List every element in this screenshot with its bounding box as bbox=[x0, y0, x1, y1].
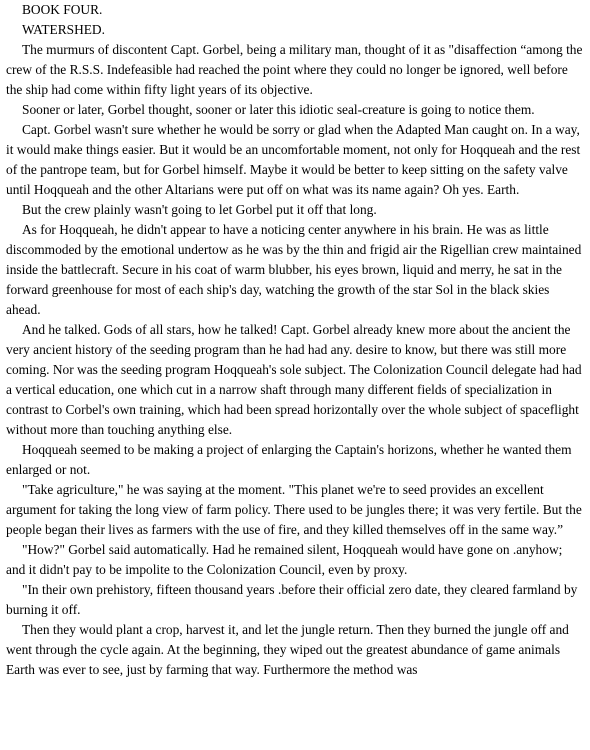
paragraph: "Take agriculture," he was saying at the moment. "This planet we're to seed provides an excellent argument for taking the long view of farm policy. There used to be jungles there; it was very fertile. But the people began their lives as farmers with the use of fire, and they killed themselves off in the same way.” bbox=[6, 482, 582, 537]
paragraph: And he talked. Gods of all stars, how he talked! Capt. Gorbel already knew more about the ancient the very ancient history of the seeding program than he had had any. desire to know, but there was still more coming. Nor was the seeding program Hoqqueah's sole subject. The Colonization Council delegate had had a vertical education, one which cut in a narrow shaft through many different fields of specialization in contrast to Corbel's own training, which had been spread horizontally over the whole subject of spaceflight without more than touching anything else. bbox=[6, 322, 582, 437]
book-label: BOOK FOUR. bbox=[22, 2, 103, 17]
paragraph: "In their own prehistory, fifteen thousand years .before their official zero date, they cleared farmland by burning it off. bbox=[6, 582, 578, 617]
document-page bbox=[6, 0, 584, 680]
paragraph: Sooner or later, Gorbel thought, sooner or later this idiotic seal-creature is going to notice them. bbox=[22, 102, 535, 117]
chapter-title: WATERSHED. bbox=[22, 22, 105, 37]
paragraph: The murmurs of discontent Capt. Gorbel, being a military man, thought of it as "disaffection “among the crew of the R.S.S. Indefeasible had reached the point where they could no longer be ignored, well before the ship had come within fifty light years of its objective. bbox=[6, 42, 583, 97]
paragraph: Then they would plant a crop, harvest it, and let the jungle return. Then they burned the jungle off and went through the cycle again. At the beginning, they wiped out the greatest abundance of game animals Earth was ever to see, just by farming that way. Furthermore the method was bbox=[6, 622, 569, 677]
paragraph: "How?" Gorbel said automatically. Had he remained silent, Hoqqueah would have gone on .anyhow; and it didn't pay to be impolite to the Colonization Council, even by proxy. bbox=[6, 542, 563, 577]
paragraph: Capt. Gorbel wasn't sure whether he would be sorry or glad when the Adapted Man caught on. In a way, it would make things easier. But it would be an uncomfortable moment, not only for Hoqqueah and the rest of the pantrope team, but for Gorbel himself. Maybe it would be better to keep sitting on the safety valve until Hoqqueah and the other Altarians were put off on what was its name again? Oh yes. Earth. bbox=[6, 122, 581, 197]
paragraph: But the crew plainly wasn't going to let Gorbel put it off that long. bbox=[22, 202, 377, 217]
paragraph: As for Hoqqueah, he didn't appear to have a noticing center anywhere in his brain. He was as little discommoded by the emotional undertow as he was by the thin and frigid air the Rigellian crew maintained inside the battlecraft. Secure in his coat of warm blubber, his eyes brown, liquid and merry, he sat in the forward greenhouse for most of each ship's day, watching the growth of the star Sol in the black skies ahead. bbox=[6, 222, 582, 317]
paragraph: Hoqqueah seemed to be making a project of enlarging the Captain's horizons, whether he wanted them enlarged or not. bbox=[6, 442, 572, 477]
